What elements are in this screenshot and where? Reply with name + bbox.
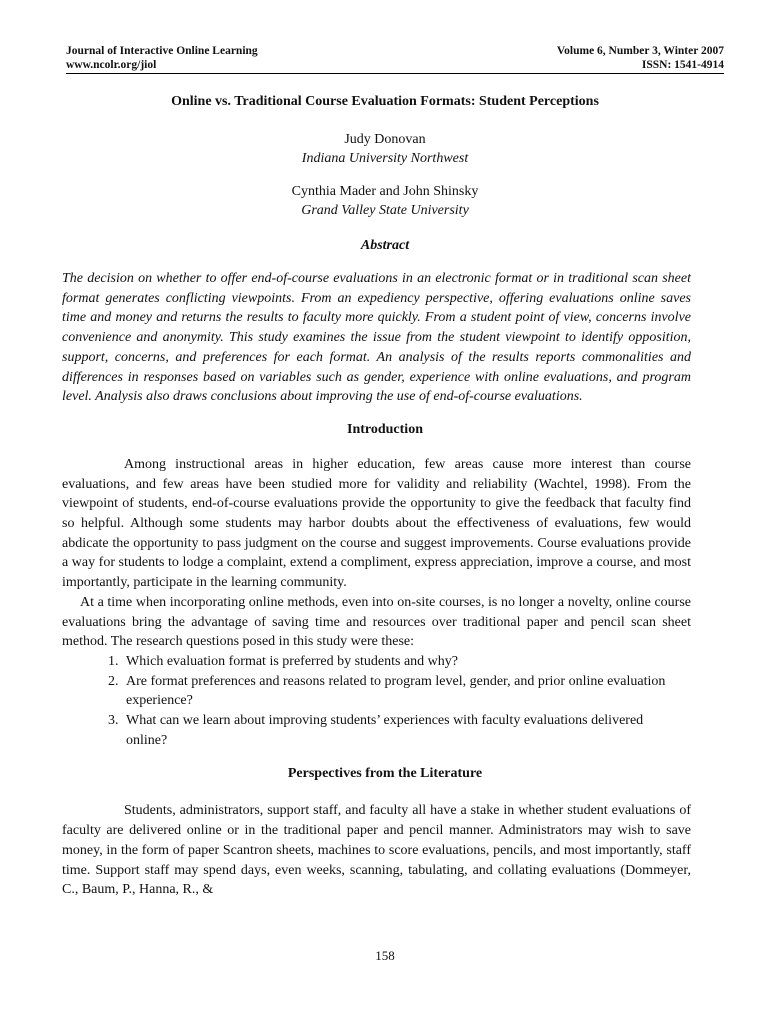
research-question: 2. Are format preferences and reasons related to program level, gender, and prior online evaluation experience? [122,672,680,711]
author-name: Judy Donovan [344,132,426,147]
literature-paragraph-1: Students, administrators, support staff, and faculty all have a stake in whether student evaluations of faculty are delivered online or in the traditional paper and pencil manner. Administrators may wish to save money, in the form of paper Scantron sheets, machines to score evaluations, pencils, and most importantly, staff time. Support staff may spend days, even weeks, scanning, tabulating, and collating evaluations (Dommeyer, C., Baum, P., Hanna, R., & [62,803,691,898]
page-number: 158 [375,948,395,963]
intro-paragraph-2: At a time when incorporating online methods, even into on-site courses, is no longer a novelty, online course evaluations bring the advantage of saving time and resources over traditional paper and pencil scan sheet method. The research questions posed in this study were these: [62,594,691,650]
paper-title: Online vs. Traditional Course Evaluation Formats: Student Perceptions [171,94,599,109]
journal-url: www.ncolr.org/jiol [66,59,157,71]
research-questions-list [62,652,680,751]
intro-paragraph-1: Among instructional areas in higher education, few areas cause more interest than course evaluations, and few areas have been studied more for validity and reliability (Wachtel, 1998). From the viewpoint of students, end-of-course evaluations provide the opportunity to give the feedback that faculty find so helpful. Although some students may harbor doubts about the effectiveness of evaluations, few would abdicate the opportunity to pass judgment on the course and suggest improvements. Course evaluations provide a way for students to lodge a complaint, extend a compliment, express appreciation, improve a course, and most importantly, participate in the learning community. [62,456,691,591]
volume-info: Volume 6, Number 3, Winter 2007 [556,45,724,57]
author-affiliation: Indiana University Northwest [301,151,469,166]
introduction-heading: Introduction [347,421,423,437]
literature-heading: Perspectives from the Literature [287,766,483,782]
research-question: 3. What can we learn about improving students’ experiences with faculty evaluations delivered online? [122,711,680,750]
author-name: Cynthia Mader and John Shinsky [291,184,479,199]
issn: ISSN: 1541-4914 [641,59,724,71]
abstract-text: The decision on whether to offer end-of-course evaluations in an electronic format or in traditional scan sheet format generates conflicting viewpoints. From an expediency perspective, offering evaluations online saves time and money and returns the results to faculty more quickly. From a student point of view, concerns involve convenience and anonymity. This study examines the issue from the student viewpoint to identify opposition, support, concerns, and preferences for each format. An analysis of the results reports commonalities and differences in responses based on variables such as gender, experience with online evaluations, and program level. Analysis also draws conclusions about improving the use of end-of-course evaluations. [62,271,691,405]
journal-name: Journal of Interactive Online Learning [66,45,258,57]
abstract-heading: Abstract [360,238,410,253]
research-question: 1. Which evaluation format is preferred by students and why? [122,652,680,672]
author-block-1 [90,130,680,168]
author-affiliation: Grand Valley State University [301,203,469,218]
paper-page [62,44,724,900]
running-header [66,44,724,74]
header-rule [66,73,724,74]
author-block-2 [90,182,680,220]
